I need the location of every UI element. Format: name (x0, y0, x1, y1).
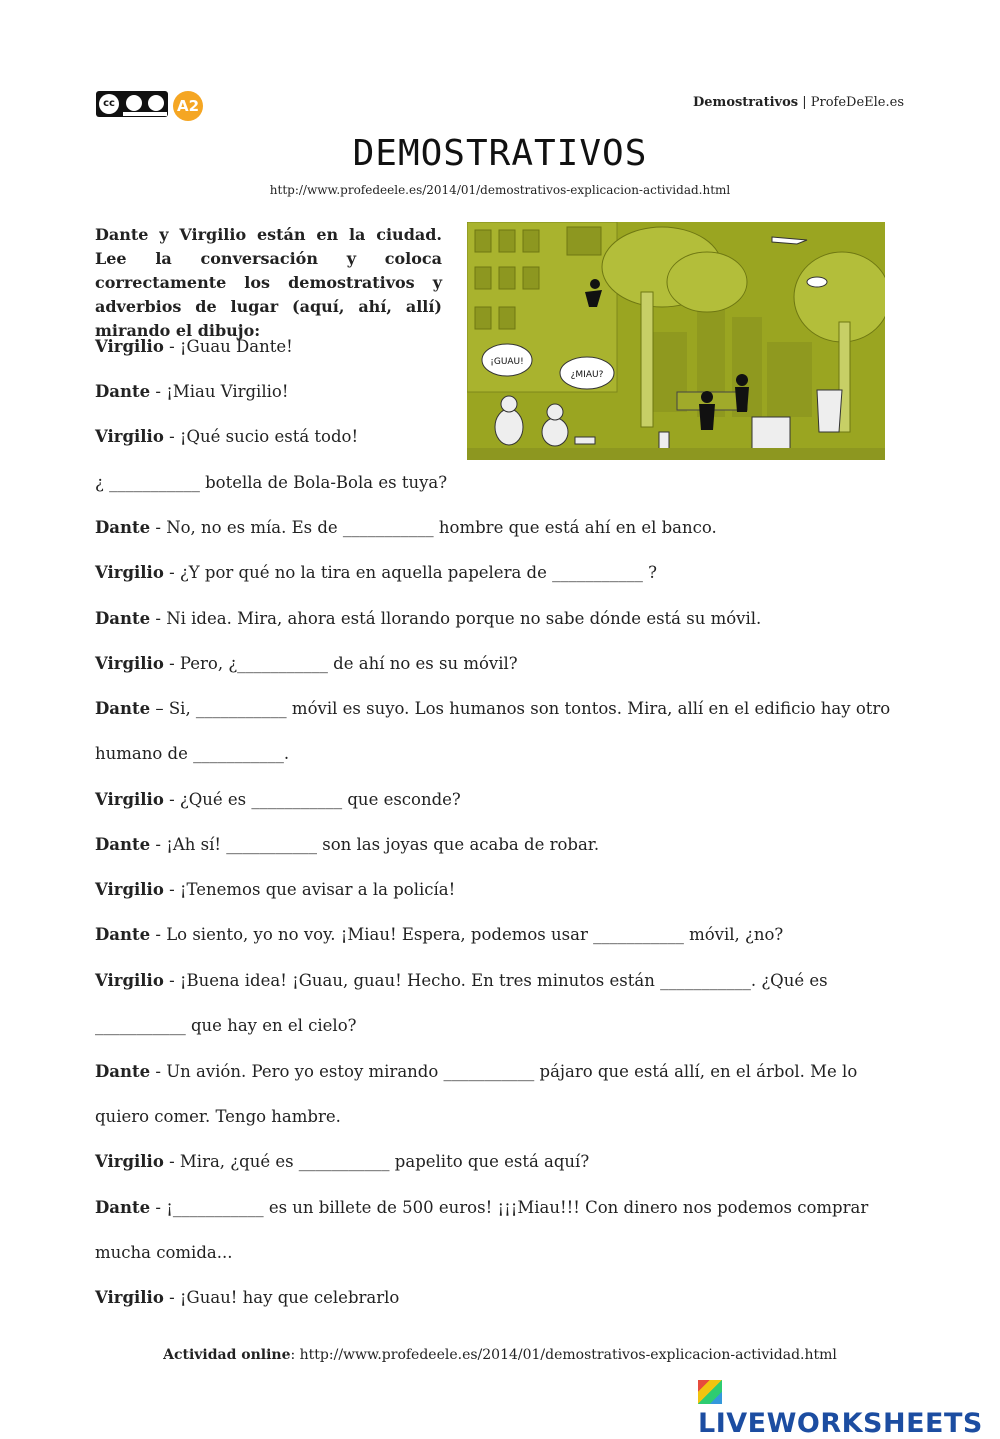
city-park-illustration (467, 222, 885, 460)
dialogue-line (95, 518, 717, 537)
dialogue-line (95, 427, 358, 446)
dialogue-line (95, 1198, 868, 1217)
share-alike-icon (148, 95, 164, 111)
line-text: - Mira, ¿qué es ___________ papelito que está aquí? (163, 1152, 590, 1171)
dialogue-line (95, 699, 890, 718)
speaker-name: Dante (95, 609, 151, 628)
dialogue-line (95, 971, 828, 990)
line-text: - ¡___________ es un billete de 500 euros! ¡¡¡Miau!!! Con dinero nos podemos comprar (150, 1198, 869, 1217)
line-text: ___________ que hay en el cielo? (95, 1016, 357, 1035)
line-text: - ¡Miau Virgilio! (150, 382, 289, 401)
speaker-name: Dante (95, 1198, 151, 1217)
line-text: - Pero, ¿___________ de ahí no es su móvil? (163, 654, 518, 673)
speaker-name: Virgilio (95, 1152, 164, 1171)
dialogue-line (95, 835, 599, 854)
dialogue-line (95, 1152, 589, 1171)
line-text: humano de ___________. (95, 744, 290, 763)
line-text: - Un avión. Pero yo estoy mirando ___________ pájaro que está allí, en el árbol. Me lo (150, 1062, 858, 1081)
header-separator: | (802, 95, 807, 110)
header-topic: Demostrativos (693, 95, 799, 110)
page-url[interactable]: http://www.profedeele.es/2014/01/demostrativos-explicacion-actividad.html (269, 183, 731, 197)
line-text: ¿ ___________ botella de Bola-Bola es tuya? (95, 473, 448, 492)
line-text: - ¡Ah sí! ___________ son las joyas que acaba de robar. (150, 835, 600, 854)
line-text: – Si, ___________ móvil es suyo. Los humanos son tontos. Mira, allí en el edificio hay otro (150, 699, 891, 718)
dialogue-line (95, 473, 447, 492)
line-text: - No, no es mía. Es de ___________ hombre que está ahí en el banco. (150, 518, 717, 537)
dialogue-line (95, 337, 293, 356)
dog-bubble-text: ¡GUAU! (490, 357, 524, 367)
line-text: - ¿Y por qué no la tira en aquella papelera de ___________ ? (163, 563, 657, 582)
dialogue-line (95, 1062, 857, 1081)
header-site (693, 95, 904, 110)
dialogue-line (95, 1288, 399, 1307)
speaker-name: Virgilio (95, 880, 164, 899)
speaker-name: Dante (95, 382, 151, 401)
line-text: - ¡Guau Dante! (163, 337, 293, 356)
footer-label: Actividad online (163, 1347, 291, 1363)
speaker-name: Dante (95, 925, 151, 944)
line-text: mucha comida... (95, 1243, 233, 1262)
footer (0, 1347, 1000, 1363)
dialogue-line (95, 744, 289, 763)
speaker-name: Virgilio (95, 790, 164, 809)
dialogue-line (95, 609, 761, 628)
creative-commons-badge (96, 91, 168, 117)
line-text: quiero comer. Tengo hambre. (95, 1107, 341, 1126)
speaker-name: Virgilio (95, 563, 164, 582)
dialogue-line (95, 790, 461, 809)
footer-url[interactable]: : http://www.profedeele.es/2014/01/demostrativos-explicacion-actividad.html (290, 1347, 837, 1363)
cc-strip (123, 112, 167, 116)
dialogue-line (95, 654, 518, 673)
speaker-name: Virgilio (95, 337, 164, 356)
speaker-name: Virgilio (95, 1288, 164, 1307)
header-site-name: ProfeDeEle.es (810, 95, 904, 110)
dialogue-line (95, 382, 288, 401)
line-text: - Lo siento, yo no voy. ¡Miau! Espera, podemos usar ___________ móvil, ¿no? (150, 925, 784, 944)
dialogue-line (95, 925, 783, 944)
dialogue-line (95, 1016, 357, 1035)
by-icon (126, 95, 142, 111)
line-text: - ¿Qué es ___________ que esconde? (163, 790, 461, 809)
dialogue-line (95, 563, 657, 582)
speaker-name: Virgilio (95, 971, 164, 990)
line-text: - ¡Tenemos que avisar a la policía! (163, 880, 456, 899)
speaker-name: Dante (95, 518, 151, 537)
page-title: DEMOSTRATIVOS (352, 133, 648, 174)
cat-bubble-text: ¿MIAU? (570, 370, 604, 380)
line-text: - Ni idea. Mira, ahora está llorando porque no sabe dónde está su móvil. (150, 609, 762, 628)
dialogue-line (95, 1107, 341, 1126)
liveworksheets-logo (698, 1377, 1000, 1439)
dialogue-line (95, 1243, 232, 1262)
line-text: - ¡Buena idea! ¡Guau, guau! Hecho. En tres minutos están ___________. ¿Qué es (163, 971, 828, 990)
speaker-name: Dante (95, 699, 151, 718)
liveworksheets-brand: LIVEWORKSHEETS (698, 1408, 983, 1439)
speaker-name: Virgilio (95, 427, 164, 446)
cc-logo: cc (99, 94, 119, 114)
speaker-name: Dante (95, 1062, 151, 1081)
level-badge: A2 (173, 91, 203, 121)
line-text: - ¡Qué sucio está todo! (163, 427, 359, 446)
line-text: - ¡Guau! hay que celebrarlo (163, 1288, 400, 1307)
speaker-name: Dante (95, 835, 151, 854)
instructions: Dante y Virgilio están en la ciudad. Lee la conversación y coloca correctamente los demostrativos y adverbios de lugar (aquí, ahí, allí) mirando el dibujo: (95, 225, 442, 340)
dialogue-line (95, 880, 455, 899)
speaker-name: Virgilio (95, 654, 164, 673)
liveworksheets-icon (698, 1380, 722, 1404)
